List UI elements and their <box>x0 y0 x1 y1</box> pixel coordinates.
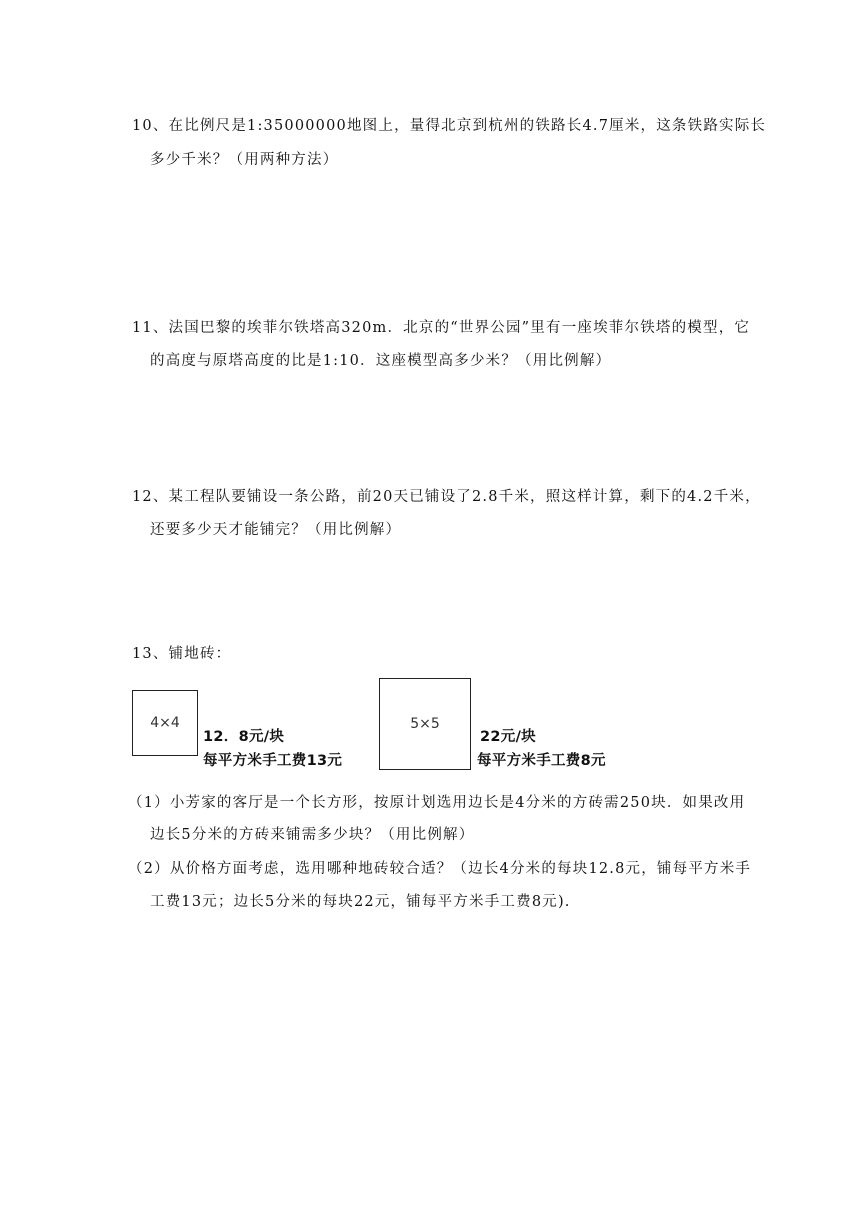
q12-line2: 还要多少天才能铺完？（用比例解） <box>150 522 402 538</box>
q10-line1: 10、在比例尺是1:35000000地图上，量得北京到杭州的铁路长4.7厘米，这条铁路实际长 <box>132 118 767 134</box>
tile-large-square <box>379 678 471 770</box>
q13-part1-line2: 边长5分米的方砖来铺需多少块？（用比例解） <box>150 827 475 843</box>
tile-small-price: 12．8元/块 <box>203 729 285 745</box>
tile-small-label: 4×4 <box>150 715 180 731</box>
q11-line2: 的高度与原塔高度的比是1:10．这座模型高多少米？（用比例解） <box>150 353 612 369</box>
tile-small-labor: 每平方米手工费13元 <box>203 753 343 769</box>
tile-small-square <box>132 690 198 756</box>
tile-large-price: 22元/块 <box>480 729 536 745</box>
q13-part2-line1: （2）从价格方面考虑，选用哪种地砖较合适？（边长4分米的每块12.8元，铺每平方米手 <box>128 861 752 877</box>
q10-line2: 多少千米？（用两种方法） <box>150 152 339 168</box>
q13-part2-line2: 工费13元；边长5分米的每块22元，铺每平方米手工费8元). <box>150 894 571 910</box>
q13-part1-line1: （1）小芳家的客厅是一个长方形，按原计划选用边长是4分米的方砖需250块．如果改用 <box>128 795 746 811</box>
q12-line1: 12、某工程队要铺设一条公路，前20天已铺设了2.8千米，照这样计算，剩下的4.2千米， <box>132 489 761 505</box>
tile-large-labor: 每平方米手工费8元 <box>477 753 606 769</box>
q13-title: 13、铺地砖： <box>132 646 232 662</box>
tile-large-label: 5×5 <box>410 716 440 732</box>
q11-line1: 11、法国巴黎的埃菲尔铁塔高320m．北京的“世界公园”里有一座埃菲尔铁塔的模型，它 <box>132 320 751 336</box>
